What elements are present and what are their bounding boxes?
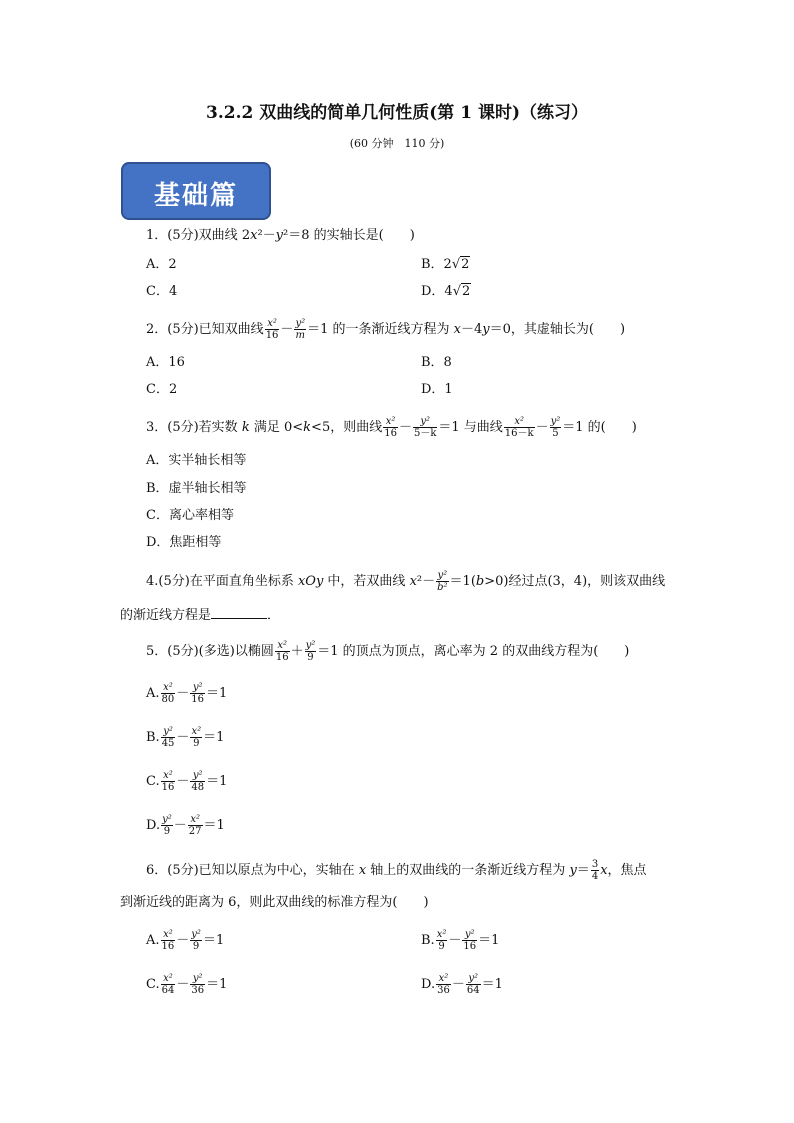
denominator: 45 xyxy=(161,738,175,749)
operator: ＋ xyxy=(290,644,304,659)
q6-option-a[interactable] xyxy=(146,929,224,952)
numerator: y² xyxy=(462,929,477,941)
fraction xyxy=(436,929,448,952)
q5-option-d[interactable] xyxy=(146,814,225,837)
denominator: 80 xyxy=(161,694,175,705)
q4-text: >0)经过点(3，4)，则该双曲线 xyxy=(484,574,666,589)
fraction xyxy=(436,570,448,593)
denominator: 48 xyxy=(191,782,205,793)
denominator: 4 xyxy=(591,871,599,882)
operator: － xyxy=(176,977,190,992)
q3-text: <5，则曲线 xyxy=(311,420,383,435)
denominator: 16 xyxy=(275,652,289,663)
option-label: D. xyxy=(146,818,161,833)
option-label: A. xyxy=(146,933,160,948)
q6-option-d[interactable] xyxy=(421,973,503,996)
fraction xyxy=(190,726,202,749)
equals-one: ＝1 xyxy=(202,933,225,948)
q3-var: k xyxy=(303,420,312,435)
question-4-line2 xyxy=(120,606,280,624)
numerator: x² xyxy=(436,929,447,940)
q2-option-b[interactable]: B．8 xyxy=(421,355,452,370)
denominator: 16 xyxy=(191,694,205,705)
denominator: 27 xyxy=(188,826,202,837)
numerator: x² xyxy=(383,416,398,428)
numerator: x² xyxy=(161,973,176,985)
fraction xyxy=(504,416,535,439)
numerator: y² xyxy=(305,640,316,651)
numerator: x² xyxy=(436,973,451,985)
q6-var: x xyxy=(358,863,367,878)
q6-option-b[interactable] xyxy=(421,929,499,952)
q1-option-a[interactable]: A．2 xyxy=(146,257,177,272)
numerator: y² xyxy=(190,770,205,782)
q2-text: 2．(5分)已知双曲线 xyxy=(146,322,264,337)
q5-option-c[interactable] xyxy=(146,770,227,793)
numerator: y² xyxy=(161,726,176,738)
q5-text: ＝1 的顶点为顶点，离心率为 2 的双曲线方程为( ) xyxy=(317,644,630,659)
q1-var: y xyxy=(275,228,284,243)
denominator: 9 xyxy=(163,826,171,837)
q3-option-c[interactable]: C．离心率相等 xyxy=(146,508,234,523)
q3-text: ＝1 的( ) xyxy=(562,420,637,435)
q1-option-d[interactable] xyxy=(421,284,471,300)
fraction xyxy=(161,726,176,749)
fraction xyxy=(462,929,477,952)
numerator: x² xyxy=(504,416,535,428)
operator: － xyxy=(451,977,465,992)
numerator: x² xyxy=(265,318,280,330)
q3-option-b[interactable]: B．虚半轴长相等 xyxy=(146,481,247,496)
fraction xyxy=(161,682,176,705)
question-1-stem xyxy=(146,228,415,244)
q1-text: ²＝8 的实轴长是( ) xyxy=(283,228,415,243)
page-title: 3.2.2 双曲线的简单几何性质(第 1 课时)（练习） xyxy=(206,103,588,123)
option-label: B. xyxy=(146,730,160,745)
option-label: D. xyxy=(421,977,436,992)
numerator: x² xyxy=(275,640,290,652)
q1-var: x xyxy=(250,228,258,243)
radicand: 2 xyxy=(461,257,470,272)
fraction xyxy=(275,640,290,663)
q1-text: 1．(5分)双曲线 2 xyxy=(146,228,251,243)
numerator: x² xyxy=(161,929,176,941)
fraction xyxy=(294,318,306,341)
q1-option-b[interactable] xyxy=(421,257,470,273)
denominator: 9 xyxy=(438,941,445,952)
q6-text: 6．(5分)已知以原点为中心，实轴在 xyxy=(146,863,359,878)
numerator: y² xyxy=(437,570,448,581)
equals-one: ＝1 xyxy=(203,730,225,745)
q4-text: 4.(5分)在平面直角坐标系 xyxy=(146,574,298,589)
denominator: 16 xyxy=(161,941,175,952)
sqrt-symbol: √2 xyxy=(451,257,470,272)
q2-option-a[interactable]: A．16 xyxy=(146,355,185,370)
q2-var: y xyxy=(482,322,490,337)
fraction xyxy=(591,859,599,882)
numerator: y² xyxy=(466,973,481,985)
question-6-stem xyxy=(146,859,647,882)
q2-text: －4 xyxy=(461,322,483,337)
numerator: y² xyxy=(190,682,205,694)
q5-option-a[interactable] xyxy=(146,682,227,705)
section-banner xyxy=(121,162,271,220)
q6-var: y xyxy=(569,863,577,878)
option-label: C. xyxy=(146,774,160,789)
section-banner-label: 基础篇 xyxy=(153,181,238,211)
denominator: 9 xyxy=(307,652,314,663)
denominator: 9 xyxy=(193,738,200,749)
q4-text: 中，若双曲线 xyxy=(323,574,410,589)
q6-option-c[interactable] xyxy=(146,973,227,996)
equals-one: ＝1 xyxy=(206,774,228,789)
fraction xyxy=(383,416,398,439)
q3-option-d[interactable]: D．焦距相等 xyxy=(146,535,222,550)
q4-var: b xyxy=(475,574,485,589)
equals-one: ＝1 xyxy=(203,818,225,833)
denominator: 16 xyxy=(463,941,477,952)
denominator: 5－k xyxy=(413,428,437,439)
fraction xyxy=(190,929,202,952)
equals-one: ＝1 xyxy=(481,977,503,992)
page-subtitle: (60 分钟 110 分) xyxy=(349,137,445,150)
q6-var: x xyxy=(600,863,608,878)
numerator: 3 xyxy=(591,859,599,870)
denominator: 16 xyxy=(161,782,175,793)
fraction xyxy=(550,416,562,439)
fraction xyxy=(161,770,176,793)
denominator: m xyxy=(295,330,306,341)
q3-text: ＝1 与曲线 xyxy=(438,420,503,435)
operator: ＝ xyxy=(576,863,590,878)
q1-d-text: D．4 xyxy=(421,284,453,299)
fraction xyxy=(161,973,176,996)
fraction xyxy=(190,770,205,793)
q2-text: ＝0，其虚轴长为( ) xyxy=(489,322,626,337)
numerator: x² xyxy=(188,814,203,826)
denominator: 36 xyxy=(437,985,450,996)
q3-option-a[interactable]: A．实半轴长相等 xyxy=(146,453,247,468)
question-6-line2: 到渐近线的距离为 6，则此双曲线的标准方程为( ) xyxy=(120,895,429,910)
q2-var: x xyxy=(453,322,461,337)
q5-option-b[interactable] xyxy=(146,726,224,749)
equals-one: ＝1 xyxy=(206,977,228,992)
operator: － xyxy=(280,322,294,337)
fraction xyxy=(188,814,203,837)
fraction xyxy=(413,416,437,439)
numerator: y² xyxy=(550,416,561,427)
denominator: 16 xyxy=(265,330,279,341)
operator: － xyxy=(448,933,462,948)
q2-option-d[interactable]: D．1 xyxy=(421,382,453,397)
question-2-stem xyxy=(146,318,625,341)
option-label: A. xyxy=(146,686,160,701)
operator: － xyxy=(176,933,190,948)
operator: － xyxy=(176,730,190,745)
question-3-stem xyxy=(146,416,637,439)
fraction xyxy=(466,973,481,996)
fraction xyxy=(436,973,451,996)
equals-one: ＝1 xyxy=(206,686,228,701)
fraction xyxy=(265,318,280,341)
option-label: C. xyxy=(146,977,160,992)
q4-var: x xyxy=(409,574,417,589)
numerator: x² xyxy=(161,770,176,782)
denominator: 16－k xyxy=(504,428,534,439)
numerator: y² xyxy=(162,814,172,825)
question-4-stem xyxy=(146,570,665,593)
option-label: B. xyxy=(421,933,435,948)
numerator: y² xyxy=(295,318,306,329)
q1-b-text: B．2 xyxy=(421,257,452,272)
numerator: x² xyxy=(161,682,176,694)
fraction xyxy=(190,682,205,705)
q6-text: ，焦点 xyxy=(607,863,647,878)
fraction xyxy=(190,973,205,996)
denominator: 5 xyxy=(552,428,559,439)
fraction xyxy=(161,814,173,837)
q2-text: ＝1 的一条渐近线方程为 xyxy=(307,322,454,337)
radicand: 2 xyxy=(462,284,471,299)
q2-option-c[interactable]: C．2 xyxy=(146,382,178,397)
q4-text: ． xyxy=(267,608,281,623)
numerator: y² xyxy=(413,416,437,428)
sqrt-symbol: √2 xyxy=(452,284,471,299)
numerator: y² xyxy=(190,973,205,985)
denominator: 64 xyxy=(161,985,175,996)
denominator: 9 xyxy=(192,941,200,952)
fraction xyxy=(161,929,176,952)
q3-text: 满足 0< xyxy=(249,420,304,435)
question-5-stem xyxy=(146,640,629,663)
numerator: x² xyxy=(191,726,202,737)
q1-option-c[interactable]: C．4 xyxy=(146,284,178,299)
operator: － xyxy=(173,818,187,833)
q6-text: 轴上的双曲线的一条渐近线方程为 xyxy=(366,863,570,878)
q5-text: 5．(5分)(多选)以椭圆 xyxy=(146,644,274,659)
denominator: b² xyxy=(437,582,448,593)
q4-text: ＝1( xyxy=(449,574,476,589)
q3-text: 3．(5分)若实数 xyxy=(146,420,242,435)
answer-blank[interactable] xyxy=(211,606,267,619)
operator: － xyxy=(176,686,190,701)
denominator: 16 xyxy=(384,428,397,439)
denominator: 36 xyxy=(191,985,205,996)
q3-var: k xyxy=(241,420,250,435)
numerator: y² xyxy=(191,929,201,940)
q4-text: ²－ xyxy=(416,574,436,589)
operator: － xyxy=(176,774,190,789)
q4-text: 的渐近线方程是 xyxy=(120,608,212,623)
q1-text: ²－ xyxy=(257,228,276,243)
denominator: 64 xyxy=(466,985,480,996)
q4-var: xOy xyxy=(297,574,324,589)
operator: － xyxy=(398,420,412,435)
fraction xyxy=(305,640,317,663)
operator: － xyxy=(535,420,549,435)
equals-one: ＝1 xyxy=(478,933,500,948)
